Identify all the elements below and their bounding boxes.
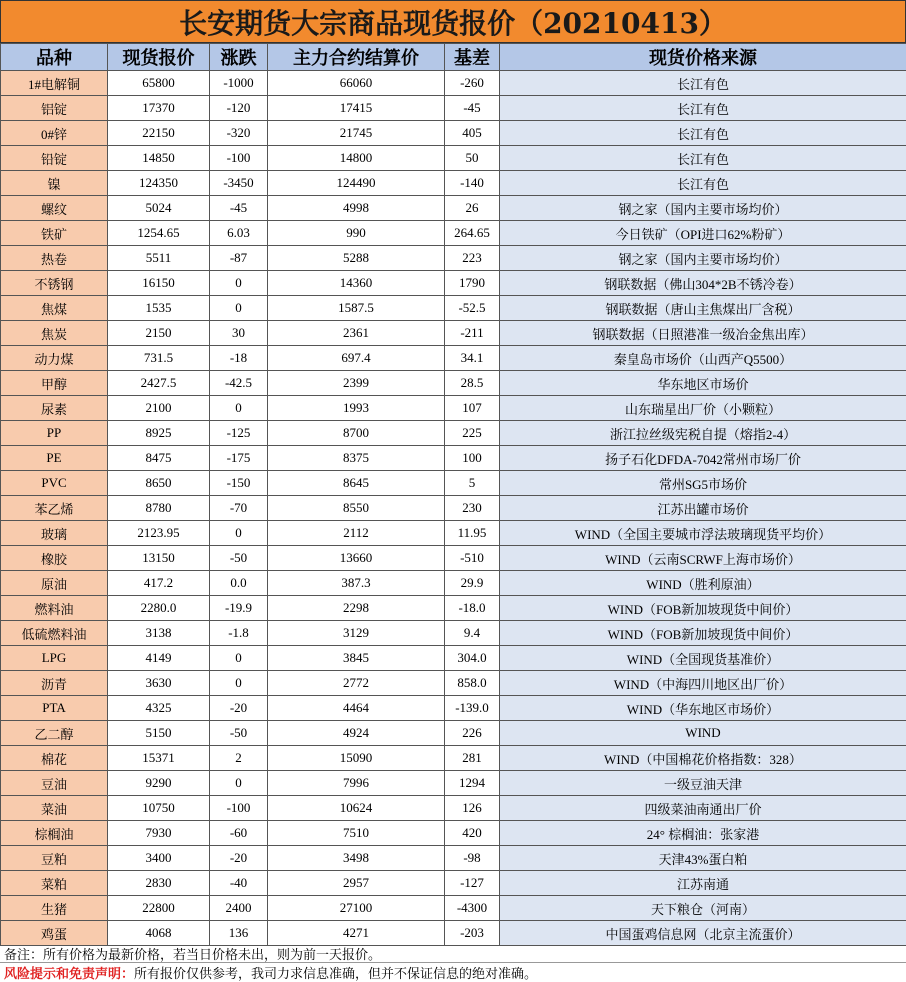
settlement-cell: 3129 xyxy=(268,621,445,646)
footer-note: 备注：所有价格为最新价格，若当日价格未出，则为前一天报价。 xyxy=(0,944,906,963)
table-body xyxy=(1,71,906,946)
source-cell: 长江有色 xyxy=(500,146,906,171)
settlement-cell: 27100 xyxy=(268,896,445,921)
variety-cell: 铝锭 xyxy=(1,96,108,121)
settlement-cell: 124490 xyxy=(268,171,445,196)
basis-cell: 304.0 xyxy=(445,646,500,671)
table-row xyxy=(1,271,906,296)
basis-cell: 420 xyxy=(445,821,500,846)
source-cell: WIND（中海四川地区出厂价） xyxy=(500,671,906,696)
spot-price-cell: 3630 xyxy=(108,671,210,696)
spot-price-cell: 9290 xyxy=(108,771,210,796)
variety-cell: 螺纹 xyxy=(1,196,108,221)
variety-cell: PTA xyxy=(1,696,108,721)
source-cell: WIND（FOB新加坡现货中间价） xyxy=(500,596,906,621)
settlement-cell: 387.3 xyxy=(268,571,445,596)
spot-price-cell: 2427.5 xyxy=(108,371,210,396)
change-cell: -87 xyxy=(210,246,268,271)
settlement-cell: 8550 xyxy=(268,496,445,521)
spot-price-cell: 5150 xyxy=(108,721,210,746)
change-cell: -1.8 xyxy=(210,621,268,646)
spot-price-cell: 22800 xyxy=(108,896,210,921)
sheet-title: 长安期货大宗商品现货报价（20210413） xyxy=(0,0,906,43)
change-cell: -18 xyxy=(210,346,268,371)
variety-cell: 菜油 xyxy=(1,796,108,821)
source-cell: 华东地区市场价 xyxy=(500,371,906,396)
variety-cell: 生猪 xyxy=(1,896,108,921)
table-row xyxy=(1,171,906,196)
source-cell: 扬子石化DFDA-7042常州市场厂价 xyxy=(500,446,906,471)
change-cell: 0 xyxy=(210,296,268,321)
spot-price-cell: 417.2 xyxy=(108,571,210,596)
header-variety: 品种 xyxy=(1,44,108,71)
settlement-cell: 7996 xyxy=(268,771,445,796)
header-settlement: 主力合约结算价 xyxy=(268,44,445,71)
source-cell: 天下粮仓（河南） xyxy=(500,896,906,921)
spot-price-cell: 1254.65 xyxy=(108,221,210,246)
change-cell: 6.03 xyxy=(210,221,268,246)
basis-cell: 230 xyxy=(445,496,500,521)
source-cell: 长江有色 xyxy=(500,71,906,96)
header-row xyxy=(1,44,906,71)
source-cell: 中国蛋鸡信息网（北京主流蛋价） xyxy=(500,921,906,946)
change-cell: -45 xyxy=(210,196,268,221)
source-cell: 江苏南通 xyxy=(500,871,906,896)
basis-cell: 223 xyxy=(445,246,500,271)
source-cell: 山东瑞星出厂价（小颗粒） xyxy=(500,396,906,421)
settlement-cell: 2361 xyxy=(268,321,445,346)
basis-cell: 11.95 xyxy=(445,521,500,546)
basis-cell: 405 xyxy=(445,121,500,146)
settlement-cell: 8375 xyxy=(268,446,445,471)
settlement-cell: 1587.5 xyxy=(268,296,445,321)
table-row xyxy=(1,696,906,721)
variety-cell: 焦炭 xyxy=(1,321,108,346)
variety-cell: 0#锌 xyxy=(1,121,108,146)
change-cell: 2400 xyxy=(210,896,268,921)
table-row xyxy=(1,871,906,896)
change-cell: -100 xyxy=(210,796,268,821)
change-cell: 0 xyxy=(210,396,268,421)
spot-price-cell: 8475 xyxy=(108,446,210,471)
change-cell: 0 xyxy=(210,521,268,546)
variety-cell: 豆油 xyxy=(1,771,108,796)
settlement-cell: 2112 xyxy=(268,521,445,546)
table-row xyxy=(1,671,906,696)
table-row xyxy=(1,346,906,371)
table-row xyxy=(1,96,906,121)
table-row xyxy=(1,296,906,321)
variety-cell: 1#电解铜 xyxy=(1,71,108,96)
source-cell: WIND（全国主要城市浮法玻璃现货平均价） xyxy=(500,521,906,546)
source-cell: 钢之家（国内主要市场均价） xyxy=(500,196,906,221)
source-cell: 长江有色 xyxy=(500,96,906,121)
spot-price-cell: 8925 xyxy=(108,421,210,446)
spot-price-cell: 3138 xyxy=(108,621,210,646)
variety-cell: 菜粕 xyxy=(1,871,108,896)
settlement-cell: 14360 xyxy=(268,271,445,296)
source-cell: 常州SG5市场价 xyxy=(500,471,906,496)
settlement-cell: 66060 xyxy=(268,71,445,96)
settlement-cell: 21745 xyxy=(268,121,445,146)
table-row xyxy=(1,221,906,246)
change-cell: -40 xyxy=(210,871,268,896)
variety-cell: 燃料油 xyxy=(1,596,108,621)
header-spot-price: 现货报价 xyxy=(108,44,210,71)
basis-cell: -127 xyxy=(445,871,500,896)
table-row xyxy=(1,746,906,771)
variety-cell: 鸡蛋 xyxy=(1,921,108,946)
source-cell: 秦皇岛市场价（山西产Q5500） xyxy=(500,346,906,371)
price-table xyxy=(0,43,906,946)
settlement-cell: 3845 xyxy=(268,646,445,671)
header-basis: 基差 xyxy=(445,44,500,71)
basis-cell: -211 xyxy=(445,321,500,346)
basis-cell: 1790 xyxy=(445,271,500,296)
risk-text: 所有报价仅供参考，我司力求信息准确，但并不保证信息的绝对准确。 xyxy=(134,967,538,982)
risk-label: 风险提示和免责声明： xyxy=(4,967,135,982)
spot-price-cell: 15371 xyxy=(108,746,210,771)
basis-cell: -510 xyxy=(445,546,500,571)
variety-cell: 动力煤 xyxy=(1,346,108,371)
table-row xyxy=(1,421,906,446)
spot-price-cell: 2280.0 xyxy=(108,596,210,621)
settlement-cell: 4924 xyxy=(268,721,445,746)
basis-cell: 264.65 xyxy=(445,221,500,246)
source-cell: 长江有色 xyxy=(500,121,906,146)
variety-cell: 铅锭 xyxy=(1,146,108,171)
spot-price-cell: 16150 xyxy=(108,271,210,296)
spot-price-cell: 2150 xyxy=(108,321,210,346)
basis-cell: -52.5 xyxy=(445,296,500,321)
spot-price-cell: 2123.95 xyxy=(108,521,210,546)
spot-price-cell: 124350 xyxy=(108,171,210,196)
table-row xyxy=(1,521,906,546)
change-cell: 0 xyxy=(210,771,268,796)
basis-cell: 225 xyxy=(445,421,500,446)
basis-cell: 126 xyxy=(445,796,500,821)
table-row xyxy=(1,846,906,871)
table-row xyxy=(1,321,906,346)
source-cell: 浙江拉丝级宪税自提（熔指2-4） xyxy=(500,421,906,446)
table-row xyxy=(1,496,906,521)
table-row xyxy=(1,571,906,596)
spot-price-cell: 4325 xyxy=(108,696,210,721)
spot-price-cell: 7930 xyxy=(108,821,210,846)
settlement-cell: 697.4 xyxy=(268,346,445,371)
source-cell: 24° 棕榈油：张家港 xyxy=(500,821,906,846)
spot-price-cell: 2100 xyxy=(108,396,210,421)
table-row xyxy=(1,821,906,846)
change-cell: 0 xyxy=(210,271,268,296)
variety-cell: 玻璃 xyxy=(1,521,108,546)
source-cell: 一级豆油天津 xyxy=(500,771,906,796)
change-cell: 0.0 xyxy=(210,571,268,596)
settlement-cell: 3498 xyxy=(268,846,445,871)
source-cell: WIND（云南SCRWF上海市场价） xyxy=(500,546,906,571)
spot-price-cell: 1535 xyxy=(108,296,210,321)
basis-cell: -18.0 xyxy=(445,596,500,621)
table-row xyxy=(1,796,906,821)
spot-price-cell: 8780 xyxy=(108,496,210,521)
variety-cell: 豆粕 xyxy=(1,846,108,871)
variety-cell: 橡胶 xyxy=(1,546,108,571)
variety-cell: 尿素 xyxy=(1,396,108,421)
table-row xyxy=(1,121,906,146)
table-row xyxy=(1,646,906,671)
table-row xyxy=(1,721,906,746)
spot-price-cell: 2830 xyxy=(108,871,210,896)
basis-cell: -45 xyxy=(445,96,500,121)
footer-disclaimer xyxy=(0,963,906,982)
table-row xyxy=(1,146,906,171)
variety-cell: 低硫燃料油 xyxy=(1,621,108,646)
settlement-cell: 2772 xyxy=(268,671,445,696)
variety-cell: 镍 xyxy=(1,171,108,196)
source-cell: 四级菜油南通出厂价 xyxy=(500,796,906,821)
variety-cell: 甲醇 xyxy=(1,371,108,396)
source-cell: WIND xyxy=(500,721,906,746)
variety-cell: 棕榈油 xyxy=(1,821,108,846)
change-cell: 2 xyxy=(210,746,268,771)
variety-cell: PE xyxy=(1,446,108,471)
settlement-cell: 7510 xyxy=(268,821,445,846)
variety-cell: PP xyxy=(1,421,108,446)
spot-price-cell: 10750 xyxy=(108,796,210,821)
variety-cell: 铁矿 xyxy=(1,221,108,246)
change-cell: 0 xyxy=(210,646,268,671)
table-row xyxy=(1,921,906,946)
table-row xyxy=(1,471,906,496)
basis-cell: 226 xyxy=(445,721,500,746)
table-row xyxy=(1,196,906,221)
spot-price-cell: 5024 xyxy=(108,196,210,221)
settlement-cell: 2298 xyxy=(268,596,445,621)
settlement-cell: 4998 xyxy=(268,196,445,221)
basis-cell: 5 xyxy=(445,471,500,496)
variety-cell: 苯乙烯 xyxy=(1,496,108,521)
header-change: 涨跌 xyxy=(210,44,268,71)
table-row xyxy=(1,371,906,396)
spot-price-cell: 13150 xyxy=(108,546,210,571)
source-cell: 钢联数据（日照港准一级冶金焦出库） xyxy=(500,321,906,346)
change-cell: -20 xyxy=(210,846,268,871)
basis-cell: 28.5 xyxy=(445,371,500,396)
source-cell: 天津43%蛋白粕 xyxy=(500,846,906,871)
basis-cell: 858.0 xyxy=(445,671,500,696)
basis-cell: 107 xyxy=(445,396,500,421)
table-row xyxy=(1,446,906,471)
table-row xyxy=(1,621,906,646)
variety-cell: 乙二醇 xyxy=(1,721,108,746)
spot-price-cell: 65800 xyxy=(108,71,210,96)
variety-cell: LPG xyxy=(1,646,108,671)
header-source: 现货价格来源 xyxy=(500,44,906,71)
table-row xyxy=(1,396,906,421)
variety-cell: 棉花 xyxy=(1,746,108,771)
spot-price-cell: 22150 xyxy=(108,121,210,146)
change-cell: 30 xyxy=(210,321,268,346)
change-cell: -320 xyxy=(210,121,268,146)
source-cell: WIND（中国棉花价格指数：328） xyxy=(500,746,906,771)
spot-price-cell: 4149 xyxy=(108,646,210,671)
change-cell: -50 xyxy=(210,546,268,571)
spot-price-cell: 731.5 xyxy=(108,346,210,371)
variety-cell: 热卷 xyxy=(1,246,108,271)
basis-cell: 1294 xyxy=(445,771,500,796)
table-row xyxy=(1,246,906,271)
table-row xyxy=(1,896,906,921)
basis-cell: 29.9 xyxy=(445,571,500,596)
settlement-cell: 17415 xyxy=(268,96,445,121)
spot-price-cell: 8650 xyxy=(108,471,210,496)
settlement-cell: 1993 xyxy=(268,396,445,421)
change-cell: -150 xyxy=(210,471,268,496)
source-cell: 钢联数据（唐山主焦煤出厂含税） xyxy=(500,296,906,321)
settlement-cell: 8700 xyxy=(268,421,445,446)
spot-price-cell: 17370 xyxy=(108,96,210,121)
variety-cell: 不锈钢 xyxy=(1,271,108,296)
change-cell: -3450 xyxy=(210,171,268,196)
settlement-cell: 13660 xyxy=(268,546,445,571)
source-cell: WIND（FOB新加坡现货中间价） xyxy=(500,621,906,646)
change-cell: -60 xyxy=(210,821,268,846)
basis-cell: 34.1 xyxy=(445,346,500,371)
variety-cell: PVC xyxy=(1,471,108,496)
spot-price-cell: 5511 xyxy=(108,246,210,271)
settlement-cell: 2399 xyxy=(268,371,445,396)
change-cell: -125 xyxy=(210,421,268,446)
settlement-cell: 4464 xyxy=(268,696,445,721)
spot-price-cell: 14850 xyxy=(108,146,210,171)
settlement-cell: 4271 xyxy=(268,921,445,946)
table-row xyxy=(1,596,906,621)
source-cell: 江苏出罐市场价 xyxy=(500,496,906,521)
source-cell: WIND（胜利原油） xyxy=(500,571,906,596)
change-cell: -175 xyxy=(210,446,268,471)
change-cell: -50 xyxy=(210,721,268,746)
settlement-cell: 8645 xyxy=(268,471,445,496)
change-cell: -20 xyxy=(210,696,268,721)
change-cell: -100 xyxy=(210,146,268,171)
basis-cell: 26 xyxy=(445,196,500,221)
spot-price-cell: 3400 xyxy=(108,846,210,871)
basis-cell: -4300 xyxy=(445,896,500,921)
change-cell: -120 xyxy=(210,96,268,121)
source-cell: 今日铁矿（OPI进口62%粉矿） xyxy=(500,221,906,246)
settlement-cell: 2957 xyxy=(268,871,445,896)
variety-cell: 沥青 xyxy=(1,671,108,696)
table-row xyxy=(1,771,906,796)
change-cell: -19.9 xyxy=(210,596,268,621)
source-cell: 钢联数据（佛山304*2B不锈冷卷） xyxy=(500,271,906,296)
settlement-cell: 990 xyxy=(268,221,445,246)
basis-cell: -260 xyxy=(445,71,500,96)
settlement-cell: 15090 xyxy=(268,746,445,771)
basis-cell: -139.0 xyxy=(445,696,500,721)
table-row xyxy=(1,546,906,571)
basis-cell: 281 xyxy=(445,746,500,771)
change-cell: 136 xyxy=(210,921,268,946)
variety-cell: 焦煤 xyxy=(1,296,108,321)
settlement-cell: 14800 xyxy=(268,146,445,171)
basis-cell: 50 xyxy=(445,146,500,171)
source-cell: WIND（华东地区市场价） xyxy=(500,696,906,721)
basis-cell: 100 xyxy=(445,446,500,471)
basis-cell: -203 xyxy=(445,921,500,946)
source-cell: 长江有色 xyxy=(500,171,906,196)
change-cell: -1000 xyxy=(210,71,268,96)
table-row xyxy=(1,71,906,96)
settlement-cell: 10624 xyxy=(268,796,445,821)
basis-cell: -140 xyxy=(445,171,500,196)
change-cell: -42.5 xyxy=(210,371,268,396)
variety-cell: 原油 xyxy=(1,571,108,596)
basis-cell: 9.4 xyxy=(445,621,500,646)
change-cell: -70 xyxy=(210,496,268,521)
source-cell: WIND（全国现货基准价） xyxy=(500,646,906,671)
basis-cell: -98 xyxy=(445,846,500,871)
source-cell: 钢之家（国内主要市场均价） xyxy=(500,246,906,271)
spot-price-cell: 4068 xyxy=(108,921,210,946)
settlement-cell: 5288 xyxy=(268,246,445,271)
change-cell: 0 xyxy=(210,671,268,696)
